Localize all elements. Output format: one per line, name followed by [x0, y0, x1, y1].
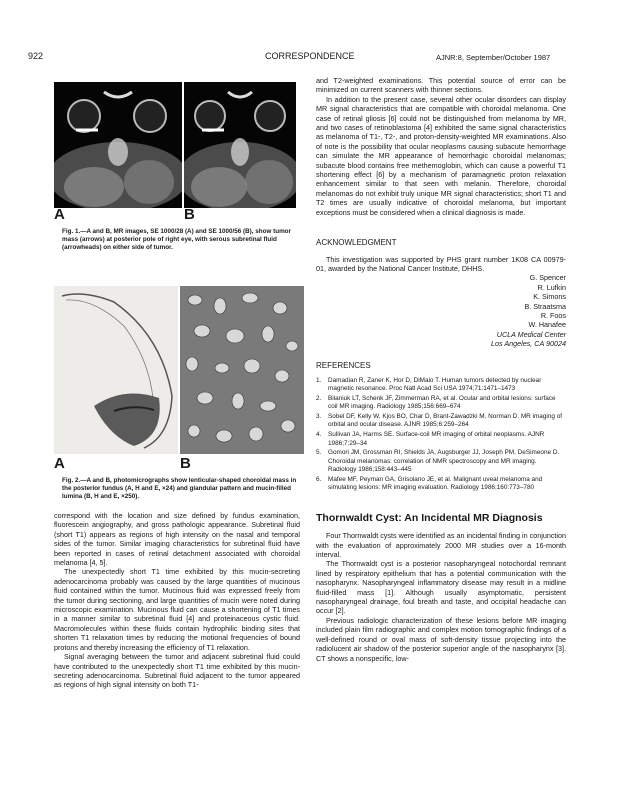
reference-item: 1. Damadian R, Zaner K, Hor D, DiMaio T. Human tumors detected by nuclear magnetic resonance. Proc Natl Acad Sci USA 1974;71:1471–1473 [316, 376, 542, 393]
reference-item: 6. Mafee MF, Peyman GA, Grisolano JE, et al. Malignant uveal melanoma and simulating lesions: MR imaging evaluation. Radiology 1986;160:773–780 [316, 475, 543, 492]
mri-image-a [54, 82, 182, 208]
reference-item: 3. Sobel DF, Kelly W, Kjos BO, Char D, Brant-Zawadzki M, Norman D. MR imaging of orbital and ocular disease. AJNR 1985;6:259–264 [316, 413, 563, 429]
affiliation: UCLA Medical Center [496, 329, 566, 339]
body-paragraph: The Thornwaldt cyst is a posterior nasopharyngeal notochordal remnant lined by respiratory epithelium that has a potential communication with the nasopharynx. Nasopharyngeal inflammatory disease may result in a midline fluid-filled mass [1]. Although usually asymptomatic, persistent nasopharyngeal drainage, foul breath and taste, and occipital headache can occur [2]. [316, 559, 566, 616]
running-head: CORRESPONDENCE [265, 51, 355, 61]
article-title: Thornwaldt Cyst: An Incidental MR Diagnosis [316, 511, 543, 524]
references-heading: REFERENCES [316, 360, 371, 370]
author-name: G. Spencer [529, 273, 566, 283]
page-number: 922 [28, 51, 44, 61]
body-paragraph: The unexpectedly short T1 time exhibited by this mucin-secreting adenocarcinoma probably was caused by the large quantities of mucinous fluid contained within the tumor. Mucinous fluid was expressed freely from the tumor during sectioning, and large quantities of mucin were noted during microscopic examination. Mucinous fluid can cause a shortening of T1 times in a manner similar to subretinal fluid [4] and proteinaceous cystic fluid. Macromolecules within these fluids contain hydrophilic binding sites that shorten T1 relaxation times by reducing the motional frequencies of bound protons and thereby increasing the efficiency of T1 relaxation. [54, 567, 300, 652]
author-name: B. Straatsma [524, 301, 566, 311]
reference-item: 5. Gomori JM, Grossman RI, Shields JA, Augsburger JJ, Joseph PM, DeSimeone D. Choroidal melanomas: correlation of NMR spectroscopy and MR imaging. Radiology 1986;158:443–445 [316, 449, 560, 473]
author-name: R. Foos [540, 310, 566, 320]
body-paragraph: In addition to the present case, several other ocular disorders can display MR signal characteristics that are compatible with choroidal melanoma. One case of retinal gliosis [6] could not be distinguished from melanoma by MR, and two cases of retinoblastoma [4] exhibited the same signal characteristics as melanoma of T1-, T2-, and proton-density-weighted MR examinations. Also of note is the possibility that ocular neoplasms causing subacute hemorrhage can simulate the MR appearance of hemorrhagic choroidal melanomas; subacute blood contains free methemoglobin, which can cause a powerful T1 shortening effect [6] by a mechanism of paramagnetic proton relaxation enhancement similar to that seen with melanin. Therefore, choroidal melanomas do not exhibit truly unique MR signal characteristics; short T1 and T2 times are usually indicative of choroidal melanoma, but important exceptions must be considered when a clinical diagnosis is made. [316, 94, 566, 217]
body-paragraph: correspond with the location and size defined by fundus examination, fluorescein angiography, and gross pathologic appearance. Subretinal fluid (short T1) appears as regions of high intensity on the nasal and temporal sides of the tumor. Similar imaging characteristics for subretinal fluid have been reported in cases of retinal detachment associated with choroidal melanoma [4, 5]. [54, 511, 300, 568]
fig2-label-b: B [180, 455, 191, 472]
acknowledgment-text: This investigation was supported by PHS grant number 1K08 CA 00979-01, awarded by the National Cancer Institute, DHHS. [316, 254, 566, 273]
location: Los Angeles, CA 90024 [491, 339, 566, 349]
body-paragraph: Signal averaging between the tumor and adjacent subretinal fluid could have contributed to the unexpectedly short T1 time exhibited by this mucin-secreting adenocarcinoma. Subretinal fluid adjacent to the tumor appeared as regions of high signal intensity on both T1- [54, 652, 300, 690]
fig1-label-b: B [184, 206, 195, 223]
fig1-caption: Fig. 1.—A and B, MR images, SE 1000/28 (A) and SE 1000/56 (B), show tumor mass (arrows) at posterior pole of right eye, with serous subretinal fluid (arrowheads) on either side of tumor. [62, 228, 291, 252]
author-name: R. Lufkin [537, 282, 566, 292]
author-signatures [316, 273, 566, 348]
references-list [316, 377, 566, 492]
author-name: K. Simons [533, 292, 566, 302]
fig1-label-a: A [54, 206, 65, 223]
left-column-text [54, 511, 300, 690]
right-column-text [316, 76, 566, 663]
photomicrograph-a [54, 286, 178, 454]
body-paragraph: and T2-weighted examinations. This potential source of error can be minimized on current scanners with thinner sections. [316, 76, 566, 95]
body-paragraph: Four Thornwaldt cysts were identified as an incidental finding in conjunction with the evaluation of approximately 2000 MR studies over a 16-month interval. [316, 531, 566, 560]
journal-citation: AJNR:8, September/October 1987 [436, 53, 551, 62]
fig2-label-a: A [54, 455, 65, 472]
reference-item: 2. Bilaniuk LT, Schenk JF, Zimmerman RA, et al. Ocular and orbital lesions: surface coil MR imaging. Radiology 1985;156:669–674 [316, 395, 556, 411]
reference-item: 4. Sullivan JA, Harms SE. Surface-coil MR imaging of orbital neoplasms. AJNR 1986;7:29–34 [316, 431, 545, 447]
body-paragraph: Previous radiologic characterization of these lesions before MR imaging included plain film radiographic and complex motion tomographic findings of a well-defined round or oval mass of soft-density tissue projecting into the radiolucent air shadow of the posterior superior angle of the nasopharynx [3]. CT shows a nonspecific, low- [316, 615, 566, 663]
acknowledgment-heading: ACKNOWLEDGMENT [316, 238, 397, 248]
fig2-caption: Fig. 2.—A and B, photomicrographs show lenticular-shaped choroidal mass in the posterior fundus (A, H and E, ×24) and glandular pattern and mucin-filled lumina (B, H and E, ×250). [62, 477, 297, 501]
photomicrograph-b [180, 286, 304, 454]
author-name: W. Hanafee [528, 320, 566, 330]
mri-image-b [184, 82, 296, 208]
